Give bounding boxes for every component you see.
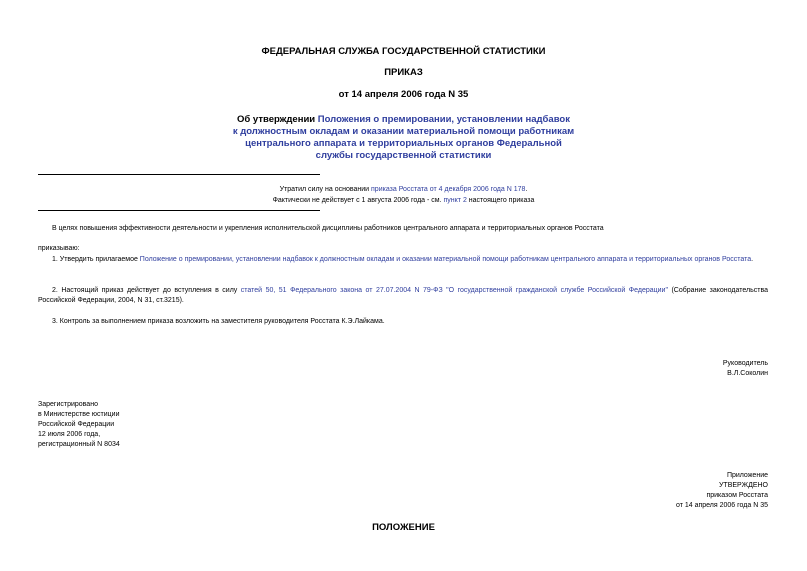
document-title [0, 114, 807, 162]
appendix-line: приказом Росстата [706, 492, 768, 499]
registration-line: 12 июля 2006 года, [38, 431, 101, 438]
appendix-line: УТВЕРЖДЕНО [718, 482, 768, 489]
preamble-paragraph: В целях повышения эффективности деятельности и укрепления исполнительской дисциплины работников центрального аппарата и территориальных органов Росстата [52, 225, 604, 232]
item-1-paragraph [38, 255, 768, 265]
item-2-paragraph [38, 286, 768, 306]
status-note-text: Утратил силу на основании [279, 186, 372, 193]
registration-block [38, 400, 120, 450]
divider-top [38, 174, 320, 175]
regulation-link[interactable]: Положение о премировании, установлении надбавок к должностным окладам и оказании материальной помощи работникам центрального аппарата и территориальных органов Росстата [139, 256, 752, 263]
appendix-block [676, 471, 768, 511]
agency-heading: ФЕДЕРАЛЬНАЯ СЛУЖБА ГОСУДАРСТВЕННОЙ СТАТИСТИКИ [261, 46, 546, 57]
order-word: приказываю: [38, 245, 80, 252]
title-line-3[interactable]: центрального аппарата и территориальных органов Федеральной [245, 138, 562, 149]
item-1-text: . [751, 256, 754, 263]
signature-position: Руководитель [722, 360, 768, 367]
item-2-link[interactable]: пункт 2 [443, 197, 467, 204]
section-title: ПОЛОЖЕНИЕ [372, 522, 435, 533]
status-note-line-1 [0, 184, 807, 195]
item-2-text: (Собрание законодательства Российской Федерации, 2004, N 31, ст.3215). [38, 287, 768, 304]
status-note-text: . [525, 186, 528, 193]
signature-block [723, 359, 768, 379]
title-regulation-link[interactable]: Положения о премировании, установлении надбавок [317, 114, 570, 125]
registration-line: Зарегистрировано [38, 401, 98, 408]
item-3-paragraph: 3. Контроль за выполнением приказа возложить на заместителя руководителя Росстата К.Э.Лайкама. [52, 318, 385, 325]
registration-line: в Министерстве юстиции [38, 411, 120, 418]
status-note-text: настоящего приказа [466, 197, 535, 204]
title-line-1 [0, 114, 807, 126]
signature-name: В.Л.Соколин [727, 370, 768, 377]
repeal-order-link[interactable]: приказа Росстата от 4 декабря 2006 года N 178 [371, 186, 526, 193]
federal-law-link[interactable]: статей 50, 51 Федерального закона от 27.07.2004 N 79-ФЗ "О государственной гражданской службе Российской Федерации" [240, 287, 668, 294]
doc-date-number: от 14 апреля 2006 года N 35 [338, 89, 469, 100]
registration-line: регистрационный N 8034 [38, 441, 120, 448]
title-line-4[interactable]: службы государственной статистики [315, 150, 492, 161]
appendix-line: Приложение [726, 472, 768, 479]
doc-type-heading: ПРИКАЗ [384, 67, 423, 78]
item-1-text: 1. Утвердить прилагаемое [52, 256, 140, 263]
status-note [0, 184, 807, 206]
divider-bottom [38, 210, 320, 211]
item-2-text: 2. Настоящий приказ действует до вступления в силу [52, 287, 241, 294]
status-note-line-2 [0, 195, 807, 206]
appendix-line: от 14 апреля 2006 года N 35 [675, 502, 768, 509]
title-prefix: Об утверждении [237, 114, 318, 125]
registration-line: Российской Федерации [38, 421, 115, 428]
status-note-text: Фактически не действует с 1 августа 2006 года - см. [272, 197, 444, 204]
title-line-2[interactable]: к должностным окладам и оказании материальной помощи работникам [232, 126, 575, 137]
